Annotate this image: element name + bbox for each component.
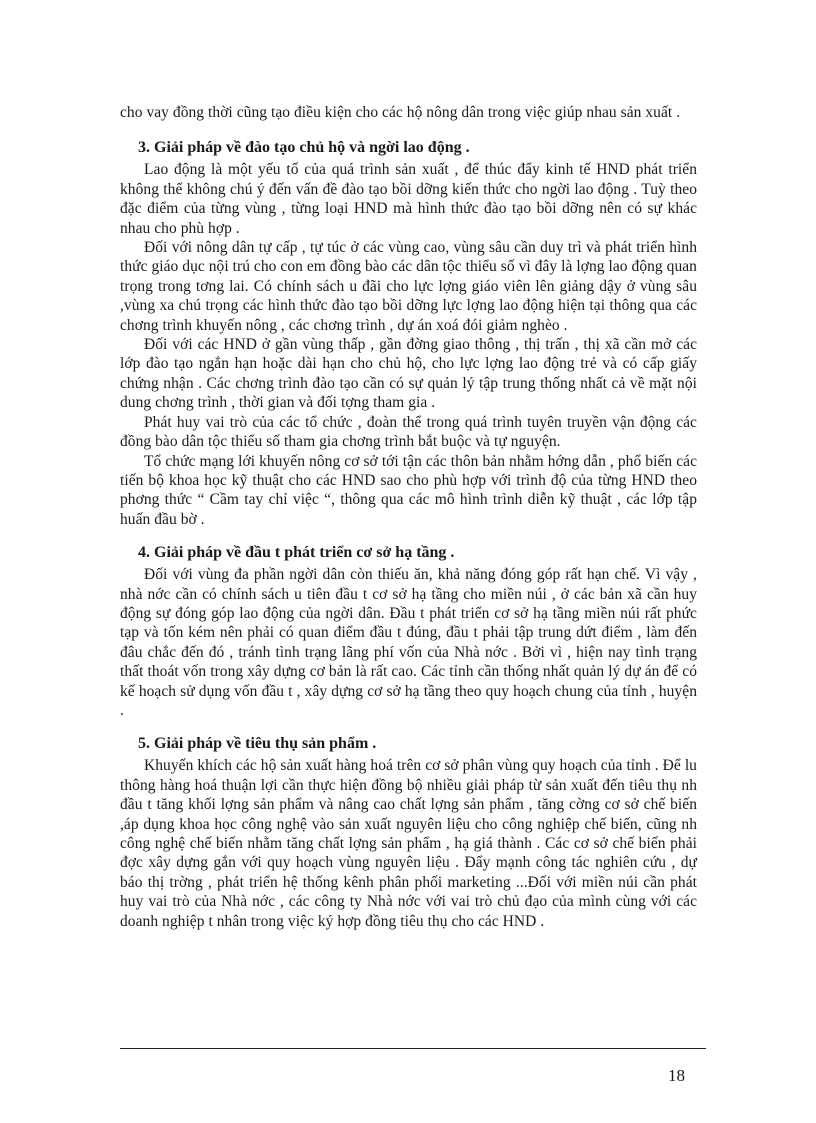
section-3-paragraph-1: Lao động là một yếu tố của quá trình sản xuất , để thúc đẩy kinh tế HND phát triển không thể không chú ý đến vấn đề đào tạo bồi dỡng kiến thức cho ngời lao động . Tuỳ theo đặc điểm của từng vùng , từng loại HND mà hình thức đào tạo bồi dỡng nên có sự khác nhau cho phù hợp .	[120, 161, 697, 237]
opening-paragraph: cho vay đồng thời cũng tạo điều kiện cho các hộ nông dân trong việc giúp nhau sản xuất .	[120, 104, 681, 121]
document-body	[120, 103, 697, 931]
section-heading-5: 5. Giải pháp về tiêu thụ sản phẩm .	[138, 735, 377, 753]
page-number: 18	[668, 1066, 685, 1085]
section-5-paragraph-1: Khuyến khích các hộ sản xuất hàng hoá trên cơ sở phân vùng quy hoạch của tỉnh . Để lu thông hàng hoá thuận lợi cần thực hiện đồng bộ nhiều giải pháp từ sản xuất đến tiêu thụ nh đầu t tăng khối lợng sản phẩm và nâng cao chất lợng sản phẩm , tăng cờng cơ sở chế biến ,áp dụng khoa học công nghệ vào sản xuất nguyên liệu cho công nghiệp chế biến, cũng nh công nghệ chế biến nhằm tăng chất lợng sản phẩm , hạ giá thành . Các cơ sở chế biến phải đợc xây dựng gắn với quy hoạch vùng nguyên liệu . Đẩy mạnh công tác nghiên cứu , dự báo thị trờng , phát triển hệ thống kênh phân phối marketing ...Đối với miền núi cần phát huy vai trò của Nhà nớc , các công ty Nhà nớc với vai trò chủ đạo của mình cùng với các doanh nghiệp t nhân trong việc ký hợp đồng tiêu thụ cho các HND .	[120, 757, 697, 930]
section-heading-4: 4. Giải pháp về đầu t phát triển cơ sở hạ tầng .	[138, 544, 455, 562]
section-3-paragraph-2: Đối với nông dân tự cấp , tự túc ở các vùng cao, vùng sâu cần duy trì và phát triển hình thức giáo dục nội trú cho con em đồng bào các dân tộc thiểu số vì đây là lợng lao động quan trọng trong tơng lai. Có chính sách u đãi cho lực lợng giáo viên lên giảng dậy ở vùng sâu ,vùng xa chú trọng các hình thức đào tạo bồi dỡng lực lợng lao động hiện tại thông qua các chơng trình khuyến nông , các chơng trình , dự án xoá đói giảm nghèo .	[120, 239, 697, 334]
section-3-paragraph-5: Tổ chức mạng lới khuyến nông cơ sở tới tận các thôn bản nhằm hớng dẫn , phổ biến các tiến bộ khoa học kỹ thuật cho các HND sao cho phù hợp với trình độ của từng HND theo phơng thức “ Cầm tay chỉ việc “, thông qua các mô hình trình diễn kỹ thuật , các lớp tập huấn đầu bờ .	[120, 452, 697, 528]
footer-divider	[120, 1048, 706, 1049]
section-3-paragraph-3: Đối với các HND ở gần vùng thấp , gần đờng giao thông , thị trấn , thị xã cần mở các lớp đào tạo ngắn hạn hoặc dài hạn cho chủ hộ, cho lực lợng lao động trẻ và có cấp giấy chứng nhận . Các chơng trình đào tạo cần có sự quản lý tập trung thống nhất cả về mặt nội dung chơng trình , thời gian và đối tợng tham gia .	[120, 336, 697, 412]
section-4-paragraph-1: Đối với vùng đa phần ngời dân còn thiếu ăn, khả năng đóng góp rất hạn chế. Vì vậy , nhà nớc cần có chính sách u tiên đầu t cơ sở hạ tầng cho miền núi , ở các bản xã cần huy động sự đóng góp lao động của ngời dân. Đầu t phát triển cơ sở hạ tầng miền núi rất phức tạp và tốn kém nên phải có quan điểm đầu t đúng, đầu t phải tập trung dứt điểm , làm đến đâu chắc đến đó , tránh tình trạng lãng phí vốn của Nhà nớc . Bởi vì , hiện nay tình trạng thất thoát vốn trong xây dựng cơ bản là rất cao. Các tỉnh cần thống nhất quản lý dự án để có kế hoạch sử dụng vốn đầu t , xây dựng cơ sở hạ tầng theo quy hoạch chung của tỉnh , huyện .	[120, 566, 697, 719]
section-3-paragraph-4: Phát huy vai trò của các tổ chức , đoàn thể trong quá trình tuyên truyền vận động các đồng bào dân tộc thiểu số tham gia chơng trình bắt buộc và tự nguyện.	[120, 413, 697, 451]
section-heading-3: 3. Giải pháp về đào tạo chủ hộ và ngời lao động .	[138, 139, 470, 157]
